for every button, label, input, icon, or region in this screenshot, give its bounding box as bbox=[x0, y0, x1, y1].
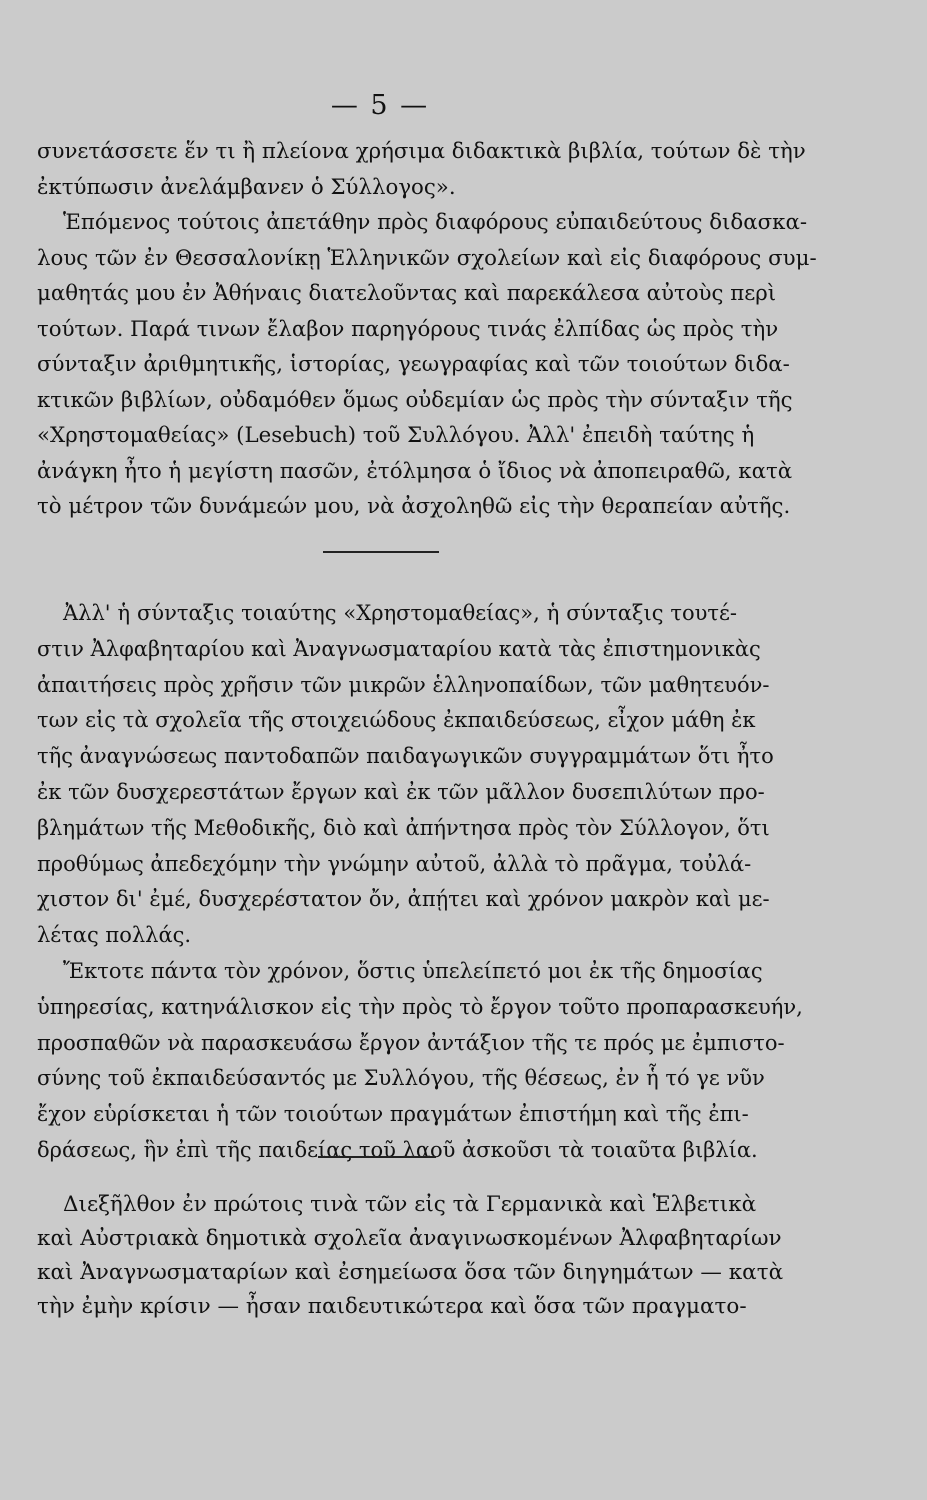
paragraph-block-2 bbox=[37, 596, 803, 1169]
text-line: μαθητάς μου ἐν Ἀθήναις διατελοῦντας καὶ παρεκάλεσα αὐτοὺς περὶ bbox=[37, 281, 777, 306]
text-line: «Χρηστομαθείας» (Lesebuch) τοῦ Συλλόγου. Ἀλλ' ἐπειδὴ ταύτης ἡ bbox=[37, 423, 755, 448]
text-line: καὶ Αὐστριακὰ δημοτικὰ σχολεῖα ἀναγινωσκομένων Ἀλφαβηταρίων bbox=[37, 1226, 782, 1251]
text-line: ἐκτύπωσιν ἀνελάμβανεν ὁ Σύλλογος». bbox=[37, 174, 456, 200]
text-line: ἐκ τῶν δυσχερεστάτων ἔργων καὶ ἐκ τῶν μᾶλλον δυσεπιλύτων προ- bbox=[37, 779, 765, 804]
text-line: καὶ Ἀναγνωσματαρίων καὶ ἐσημείωσα ὅσα τῶν διηγημάτων — κατὰ bbox=[37, 1260, 784, 1285]
section-divider bbox=[323, 551, 439, 553]
text-line: Διεξῆλθον ἐν πρώτοις τινὰ τῶν εἰς τὰ Γερμανικὰ καὶ Ἑλβετικὰ bbox=[63, 1192, 757, 1217]
text-line: προθύμως ἀπεδεχόμην τὴν γνώμην αὐτοῦ, ἀλλὰ τὸ πρᾶγμα, τοὐλά- bbox=[37, 851, 752, 876]
text-line: προσπαθῶν νὰ παρασκευάσω ἔργον ἀντάξιον τῆς τε πρός με ἐμπιστο- bbox=[37, 1030, 785, 1055]
page-number: — 5 — bbox=[330, 90, 430, 121]
text-line: ἀπαιτήσεις πρὸς χρῆσιν τῶν μικρῶν ἑλληνοπαίδων, τῶν μαθητευόν- bbox=[37, 672, 770, 697]
text-line: ὑπηρεσίας, κατηνάλισκον εἰς τὴν πρὸς τὸ ἔργον τοῦτο προπαρασκευήν, bbox=[37, 994, 803, 1019]
text-line: σύνης τοῦ ἐκπαιδεύσαντός με Συλλόγου, τῆς θέσεως, ἐν ἧ τό γε νῦν bbox=[37, 1066, 765, 1091]
text-line: βλημάτων τῆς Μεθοδικῆς, διὸ καὶ ἀπήντησα πρὸς τὸν Σύλλογον, ὅτι bbox=[37, 815, 770, 840]
text-line: ἔχον εὑρίσκεται ἡ τῶν τοιούτων πραγμάτων ἐπιστήμη καὶ τῆς ἐπι- bbox=[37, 1102, 749, 1127]
text-line: χιστον δι' ἐμέ, δυσχερέστατον ὄν, ἀπῄτει καὶ χρόνον μακρὸν καὶ με- bbox=[37, 887, 770, 912]
text-line: τὴν ἐμὴν κρίσιν — ἦσαν παιδευτικώτερα καὶ ὅσα τῶν πραγματο- bbox=[37, 1294, 747, 1319]
text-line: τὸ μέτρον τῶν δυνάμεών μου, νὰ ἀσχοληθῶ εἰς τὴν θεραπείαν αὐτῆς. bbox=[37, 494, 791, 519]
text-line: κτικῶν βιβλίων, οὐδαμόθεν ὅμως οὐδεμίαν ὡς πρὸς τὴν σύνταξιν τῆς bbox=[37, 387, 793, 413]
text-line: Ἔκτοτε πάντα τὸν χρόνον, ὅστις ὑπελείπετό μοι ἐκ τῆς δημοσίας bbox=[63, 958, 763, 983]
text-line: τῆς ἀναγνώσεως παντοδαπῶν παιδαγωγικῶν συγγραμμάτων ὅτι ἦτο bbox=[37, 744, 774, 769]
text-line: στιν Ἀλφαβηταρίου καὶ Ἀναγνωσματαρίου κατὰ τὰς ἐπιστημονικὰς bbox=[37, 636, 761, 661]
text-line: Ἀλλ' ἡ σύνταξις τοιαύτης «Χρηστομαθείας», ἡ σύνταξις τουτέ- bbox=[63, 601, 737, 625]
section-divider bbox=[318, 1156, 436, 1158]
paragraph-block-1 bbox=[37, 134, 817, 525]
text-line: των εἰς τὰ σχολεῖα τῆς στοιχειώδους ἐκπαιδεύσεως, εἶχον μάθη ἐκ bbox=[37, 708, 756, 733]
text-line: σύνταξιν ἀριθμητικῆς, ἱστορίας, γεωγραφίας καὶ τῶν τοιούτων διδα- bbox=[37, 352, 790, 377]
text-line: Ἑπόμενος τούτοις ἀπετάθην πρὸς διαφόρους εὐπαιδεύτους διδασκα- bbox=[63, 210, 808, 235]
text-line: λέτας πολλάς. bbox=[37, 923, 192, 948]
text-line: λους τῶν ἐν Θεσσαλονίκῃ Ἑλληνικῶν σχολείων καὶ εἰς διαφόρους συμ- bbox=[37, 245, 817, 271]
paragraph-block-3 bbox=[37, 1188, 784, 1324]
text-line: δράσεως, ἣν ἐπὶ τῆς παιδείας τοῦ λαοῦ ἀσκοῦσι τὰ τοιαῦτα βιβλία. bbox=[37, 1137, 758, 1162]
text-line: συνετάσσετε ἕν τι ἢ πλείονα χρήσιμα διδακτικὰ βιβλία, τούτων δὲ τὴν bbox=[37, 139, 806, 164]
text-line: τούτων. Παρά τινων ἔλαβον παρηγόρους τινάς ἐλπίδας ὡς πρὸς τὴν bbox=[37, 316, 779, 342]
text-line: ἀνάγκη ἦτο ἡ μεγίστη πασῶν, ἐτόλμησα ὁ ἴδιος νὰ ἀποπειραθῶ, κατὰ bbox=[37, 458, 793, 484]
